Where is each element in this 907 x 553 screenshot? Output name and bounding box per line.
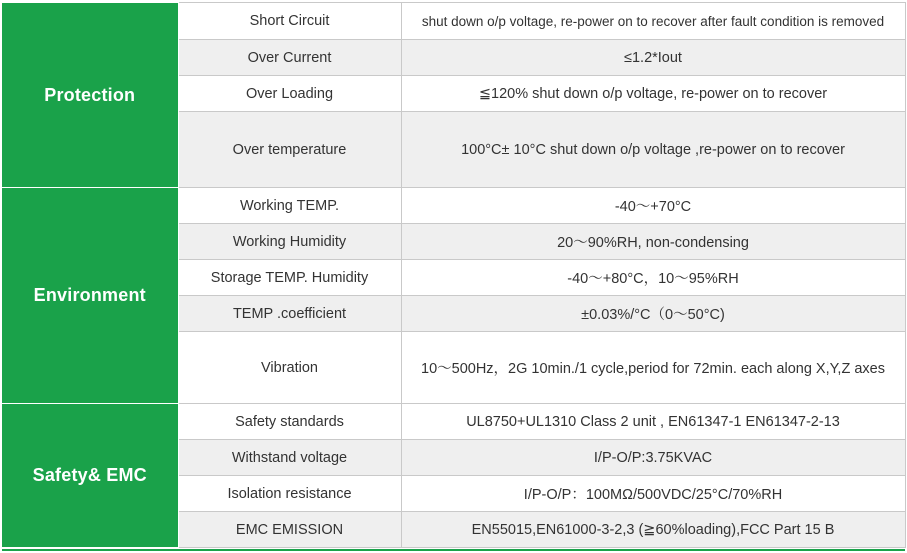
param-value: ≦120% shut down o/p voltage, re-power on to recover (401, 76, 905, 112)
param-value: I/P-O/P：100MΩ/500VDC/25°C/70%RH (401, 476, 905, 512)
param-label: Vibration (178, 332, 401, 404)
param-label: Storage TEMP. Humidity (178, 260, 401, 296)
param-label: Working Humidity (178, 224, 401, 260)
param-value: -40～+70°C (401, 188, 905, 224)
section-label-safety-emc: Safety& EMC (2, 404, 178, 548)
param-label: EMC EMISSION (178, 512, 401, 548)
param-value: 10～500Hz，2G 10min./1 cycle,period for 72min. each along X,Y,Z axes (401, 332, 905, 404)
section-label-protection: Protection (2, 3, 178, 188)
section-label-environment: Environment (2, 188, 178, 404)
spec-row-working-temp (2, 188, 905, 224)
param-label: Over Current (178, 40, 401, 76)
param-label: Over temperature (178, 112, 401, 188)
param-label: Short Circuit (178, 3, 401, 40)
param-label: Isolation resistance (178, 476, 401, 512)
param-label: Withstand voltage (178, 440, 401, 476)
param-value: UL8750+UL1310 Class 2 unit , EN61347-1 EN61347-2-13 (401, 404, 905, 440)
param-value: ≤1.2*Iout (401, 40, 905, 76)
param-value: ±0.03%/°C（0～50°C) (401, 296, 905, 332)
spec-table (2, 2, 906, 548)
spec-row-safety-standards (2, 404, 905, 440)
bottom-rule (2, 549, 905, 551)
param-value: -40～+80°C，10～95%RH (401, 260, 905, 296)
param-label: TEMP .coefficient (178, 296, 401, 332)
param-label: Over Loading (178, 76, 401, 112)
param-value: 20～90%RH, non-condensing (401, 224, 905, 260)
param-value: EN55015,EN61000-3-2,3 (≧60%loading),FCC Part 15 B (401, 512, 905, 548)
param-value: shut down o/p voltage, re-power on to recover after fault condition is removed (401, 3, 905, 40)
param-label: Safety standards (178, 404, 401, 440)
param-value: I/P-O/P:3.75KVAC (401, 440, 905, 476)
param-label: Working TEMP. (178, 188, 401, 224)
param-value: 100°C± 10°C shut down o/p voltage ,re-power on to recover (401, 112, 905, 188)
spec-row-short-circuit (2, 3, 905, 40)
